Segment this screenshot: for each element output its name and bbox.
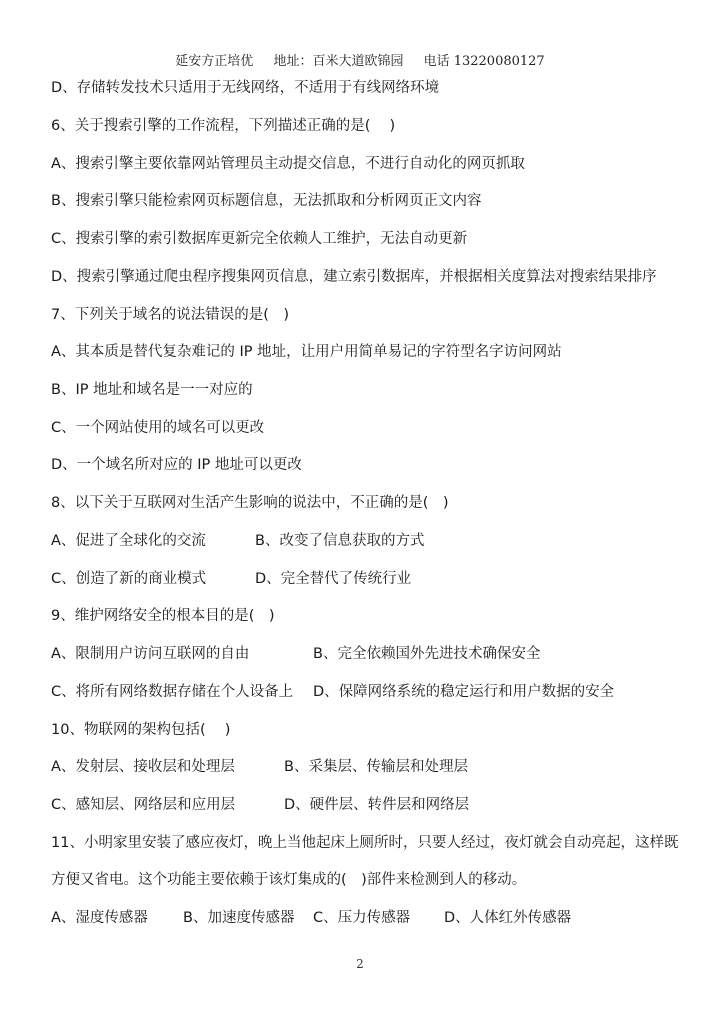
question-9: 9、维护网络安全的根本目的是( ) (51, 608, 275, 624)
question-10-option-a: A、发射层、接收层和处理层 (51, 759, 235, 775)
question-7-option-d: D、一个域名所对应的 IP 地址可以更改 (51, 457, 302, 473)
question-9-options-ab (51, 644, 541, 664)
question-9-option-b: B、完全依赖国外先进技术确保安全 (313, 646, 541, 662)
question-10-options-ab (51, 757, 468, 777)
question-8-option-a: A、促进了全球化的交流 (51, 533, 206, 549)
question-7-option-c: C、一个网站使用的域名可以更改 (51, 420, 265, 436)
question-8-option-d: D、完全替代了传统行业 (255, 571, 412, 587)
question-7-option-b: B、IP 地址和域名是一一对应的 (51, 382, 253, 398)
question-9-option-c: C、将所有网络数据存储在个人设备上 (51, 684, 294, 700)
question-8-options-cd (51, 569, 412, 589)
question-10-option-b: B、采集层、传输层和处理层 (284, 759, 468, 775)
question-6: 6、关于搜索引擎的工作流程，下列描述正确的是( ) (51, 118, 396, 134)
question-7: 7、下列关于域名的说法错误的是( ) (51, 307, 290, 323)
question-11-line-1: 11、小明家里安装了感应夜灯，晚上当他起床上厕所时，只要人经过，夜灯就会自动亮起，这样既 (51, 835, 679, 851)
header-address: 地址：百米大道欧锦园 (273, 54, 404, 69)
question-6-option-a: A、搜索引擎主要依靠网站管理员主动提交信息，不进行自动化的网页抓取 (51, 156, 525, 172)
page-header (0, 50, 720, 69)
question-10-option-c: C、感知层、网络层和应用层 (51, 797, 236, 813)
question-8: 8、以下关于互联网对生活产生影响的说法中，不正确的是( ) (51, 495, 449, 511)
option-line: D、存储转发技术只适用于无线网络，不适用于有线网络环境 (51, 80, 440, 96)
question-10-options-cd (51, 795, 470, 815)
page-number: 2 (356, 957, 364, 971)
question-10-option-d: D、硬件层、转件层和网络层 (284, 797, 470, 813)
question-6-option-c: C、搜索引擎的索引数据库更新完全依赖人工维护，无法自动更新 (51, 231, 468, 247)
question-6-option-d: D、搜索引擎通过爬虫程序搜集网页信息，建立索引数据库，并根据相关度算法对搜索结果排序 (51, 269, 657, 285)
question-9-options-cd (51, 682, 615, 702)
question-11-option-a: A、湿度传感器 (51, 910, 148, 926)
question-8-option-b: B、改变了信息获取的方式 (255, 533, 425, 549)
question-11-options (51, 908, 572, 928)
question-11-line-2: 方便又省电。这个功能主要依赖于该灯集成的( )部件来检测到人的移动。 (51, 872, 527, 888)
question-11-option-b: B、加速度传感器 (183, 910, 295, 926)
question-10: 10、物联网的架构包括( ) (51, 722, 231, 738)
question-8-options-ab (51, 531, 425, 551)
header-phone: 电话 13220080127 (423, 54, 545, 69)
question-7-option-a: A、其本质是替代复杂难记的 IP 地址，让用户用简单易记的字符型名字访问网站 (51, 344, 562, 360)
question-11-option-c: C、压力传感器 (313, 910, 411, 926)
question-9-option-a: A、限制用户访问互联网的自由 (51, 646, 250, 662)
header-school: 延安方正培优 (175, 54, 254, 69)
question-6-option-b: B、搜索引擎只能检索网页标题信息，无法抓取和分析网页正文内容 (51, 193, 482, 209)
question-11-option-d: D、人体红外传感器 (444, 910, 572, 926)
question-9-option-d: D、保障网络系统的稳定运行和用户数据的安全 (313, 684, 615, 700)
question-8-option-c: C、创造了新的商业模式 (51, 571, 207, 587)
